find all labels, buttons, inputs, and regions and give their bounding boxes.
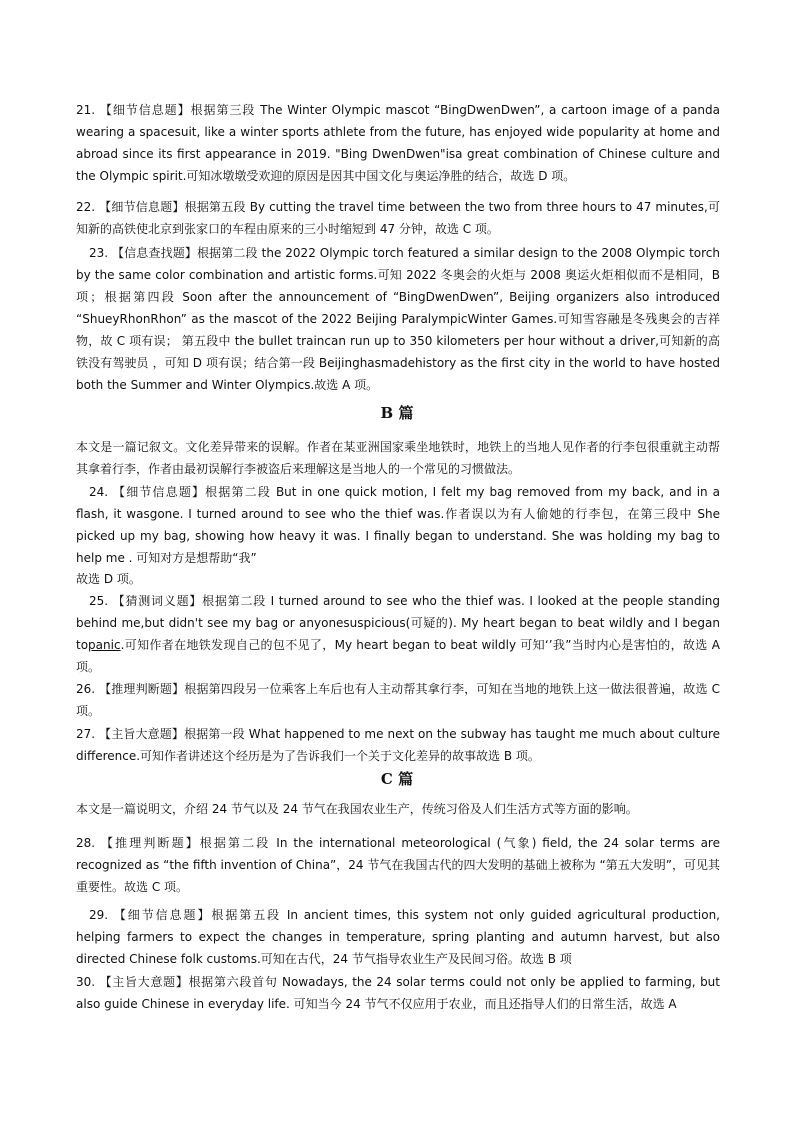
- answer-24: 24. 【细节信息题】根据第二段 But in one quick motion, I felt my bag removed from my back, and in a flash, it wasgone. I turned around to see who the thief was.作者误以为有人偷她的行李包，在第三段中 She picked up my bag, showing how heavy it was. I finally began to understand. She was holding my bag to help me . 可知对方是想帮助“我”: [76, 485, 720, 565]
- answer-25-text-a: 25. 【猜测词义题】根据第二段 I turned around to see who the thief was. I looked at the people standing behind me,but didn't see my bag or anyonesuspicious(可疑的). My heart began to beat wildly and I began to: [76, 594, 720, 652]
- section-c-title: C 篇: [380, 770, 414, 788]
- answer-25-keyword: panic: [88, 638, 121, 652]
- answer-21: 21. 【细节信息题】根据第三段 The Winter Olympic mascot “BingDwenDwen”, a cartoon image of a panda wearing a spacesuit, like a winter sports athlete from the future, has enjoyed wide popularity at home and abroad since its first appearance in 2019. "Bing DwenDwen"isa great combination of Chinese culture and the Olympic spirit.可知冰墩墩受欢迎的原因是因其中国文化与奥运净胜的结合，故选 D 项。: [76, 103, 720, 183]
- section-b-intro: 本文是一篇记叙文。文化差异带来的误解。作者在某亚洲国家乘坐地铁时，地铁上的当地人见作者的行李包很重就主动帮其拿着行李，作者由最初误解行李被盗后来理解这是当地人的一个常见的习惯做法。: [76, 440, 720, 476]
- answer-23: 23. 【信息查找题】根据第二段 the 2022 Olympic torch featured a similar design to the 2008 Olympic torch by the same color combination and artistic forms.可知 2022 冬奥会的火炬与 2008 奥运火炬相似而不是相同，B 项；根据第四段 Soon after the announcement of “BingDwenDwen”, Beijing organizers also introduced “ShueyRhonRhon” as the mascot of the 2022 Beijing ParalympicWinter Games.可知雪容融是冬残奥会的吉祥物，故 C 项有误； 第五段中 the bullet traincan run up to 350 kilometers per hour without a driver,可知新的高铁没有驾驶员 ，可知 D 项有误；结合第一段 Beijinghasmadehistory as the first city in the world to have hosted both the Summer and Winter Olympics.故选 A 项。: [76, 246, 720, 392]
- answer-30: 30. 【主旨大意题】根据第六段首句 Nowadays, the 24 solar terms could not only be applied to farming, but also guide Chinese in everyday life. 可知当今 24 节气不仅应用于农业，而且还指导人们的日常生活，故选 A: [76, 975, 720, 1011]
- answer-25-text-b: .可知作者在地铁发现自己的包不见了，My heart began to beat wildly 可知‘’我”当时内心是害怕的，故选 A 项。: [76, 638, 720, 674]
- section-c-intro: 本文是一篇说明文，介绍 24 节气以及 24 节气在我国农业生产，传统习俗及人们生活方式等方面的影响。: [76, 802, 638, 816]
- answer-28: 28. 【推理判断题】根据第二段 In the international meteorological (气象) field, the 24 solar terms are recognized as “the fifth invention of China”，24 节气在我国古代的四大发明的基础上被称为 “第五大发明”，可见其重要性。故选 C 项。: [76, 836, 720, 894]
- answer-29: 29. 【细节信息题】根据第五段 In ancient times, this system not only guided agricultural production, helping farmers to expect the changes in temperature, spring planting and autumn harvest, but also directed Chinese folk customs.可知在古代，24 节气指导农业生产及民间习俗。故选 B 项: [76, 908, 720, 966]
- section-b-title: B 篇: [380, 404, 414, 422]
- answer-27: 27. 【主旨大意题】根据第一段 What happened to me next on the subway has taught me much about culture difference.可知作者讲述这个经历是为了告诉我们一个关于文化差异的故事故选 B 项。: [76, 727, 720, 763]
- answer-24-conclusion: 故选 D 项。: [76, 572, 141, 586]
- answer-26: 26. 【推理判断题】根据第四段另一位乘客上车后也有人主动帮其拿行李，可知在当地的地铁上这一做法很普遍，故选 C 项。: [76, 682, 720, 718]
- answer-25: [76, 590, 720, 678]
- answer-22: 22. 【细节信息题】根据第五段 By cutting the travel time between the two from three hours to 47 minutes,可知新的高铁使北京到张家口的车程由原来的三小时缩短到 47 分钟，故选 C 项。: [76, 200, 720, 236]
